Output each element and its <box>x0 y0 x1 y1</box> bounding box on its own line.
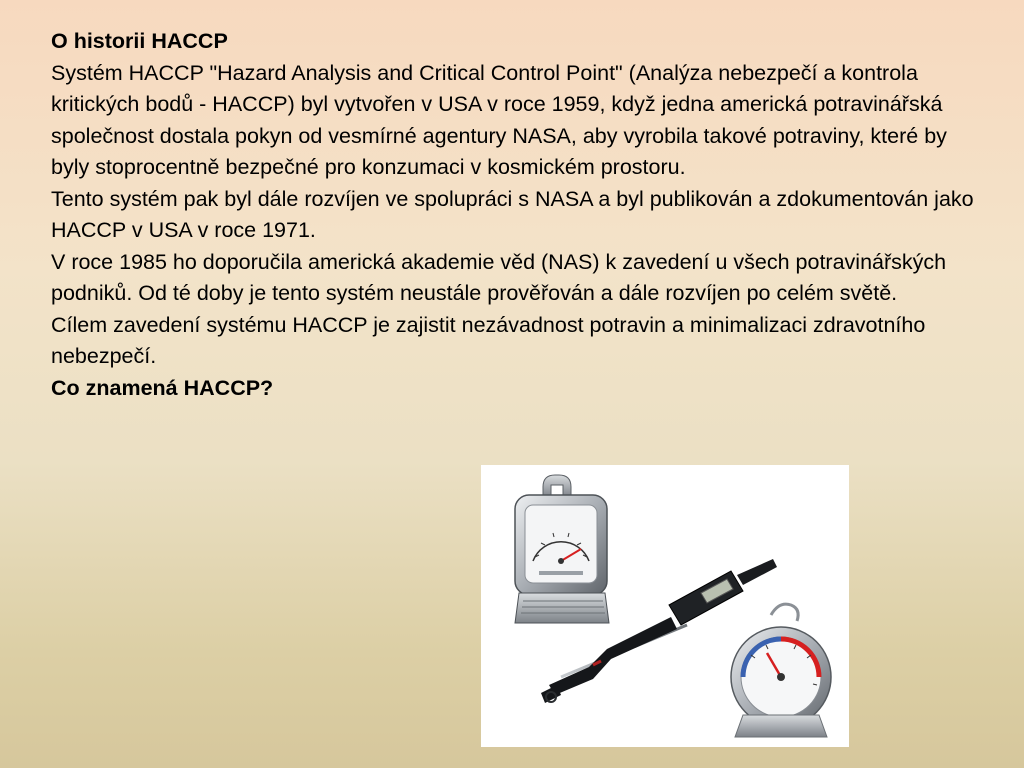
fridge-thermometer-icon <box>515 475 609 623</box>
slide-heading: O historii HACCP <box>51 29 228 53</box>
paragraph-goal: Cílem zavedení systému HACCP je zajistit nezávadnost potravin a minimalizaci zdravotního nebezpečí. <box>51 312 926 368</box>
paragraph-origin: Systém HACCP "Hazard Analysis and Critical Control Point" (Analýza nebezpečí a kontrola kritických bodů - HACCP) byl vytvořen v USA v roce 1959, když jedna americká potravinářská společnost dostala pokyn od vesmírné agentury NASA, aby vyrobila takové potraviny, které by byly stoprocentně bezpečné pro konzumaci v kosmickém prostoru. <box>51 60 947 179</box>
slide-question: Co znamená HACCP? <box>51 375 274 400</box>
oven-dial-thermometer-icon <box>731 604 831 737</box>
slide-body <box>51 26 981 404</box>
paragraph-nas: V roce 1985 ho doporučila americká akademie věd (NAS) k zavedení u všech potravinářských podniků. Od té doby je tento systém neustále prověřován a dále rozvíjen po celém světě. <box>51 249 947 305</box>
thermometers-photo <box>481 465 849 747</box>
paragraph-development: Tento systém pak byl dále rozvíjen ve spolupráci s NASA a byl publikován a zdokumentován jako HACCP v USA v roce 1971. <box>51 186 974 242</box>
